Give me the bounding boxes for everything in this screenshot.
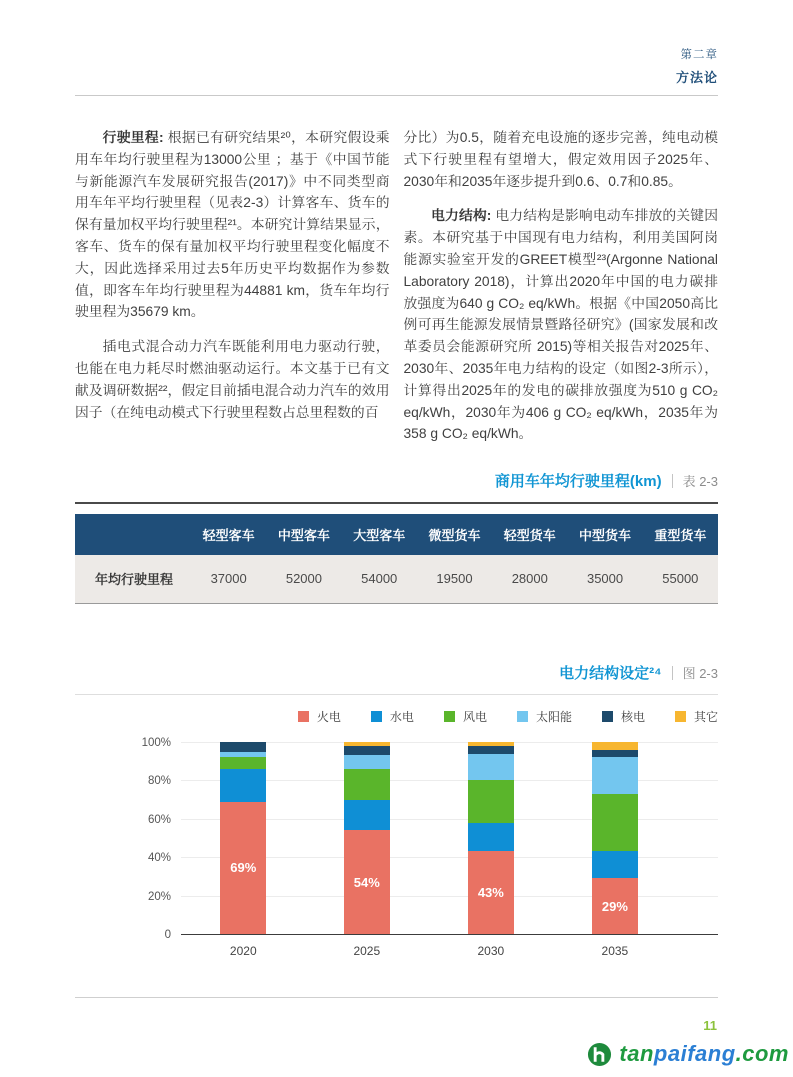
bar-segment-风电: [468, 780, 514, 822]
legend-swatch-icon: [444, 711, 455, 722]
table-cell-value: 28000: [492, 555, 567, 603]
bar-segment-其它: [592, 742, 638, 750]
bar-segment-火电: [344, 830, 390, 934]
paragraph-phev-continued: 分比）为0.5，随着充电设施的逐步完善，纯电动模式下行驶里程有望增大，假定效用因子2025年、2030年和2035年逐步提升到0.6、0.7和0.85。: [403, 130, 718, 189]
bar-segment-风电: [220, 757, 266, 769]
paragraph-lead: 行驶里程:: [102, 130, 164, 145]
bar-segment-太阳能: [592, 757, 638, 793]
figure-section: [75, 662, 718, 962]
bar-segment-水电: [468, 823, 514, 852]
table-cell-value: 37000: [191, 555, 266, 603]
legend-item-水电: [371, 708, 414, 725]
bar-value-label: 69%: [230, 860, 257, 876]
table-column-header: 大型客车: [342, 514, 417, 555]
page-header: [676, 46, 718, 86]
y-axis-tick: 40%: [147, 852, 171, 865]
table-header-row: [75, 514, 718, 555]
chapter-label: 第二章: [680, 49, 718, 61]
legend-swatch-icon: [371, 711, 382, 722]
bar-segment-火电: [592, 878, 638, 934]
bar-segment-风电: [592, 794, 638, 852]
bar-segment-太阳能: [468, 754, 514, 781]
bar-segment-核电: [468, 746, 514, 754]
table-column-header: 轻型货车: [492, 514, 567, 555]
table-cell-value: 35000: [567, 555, 642, 603]
table-cell-value: 19500: [417, 555, 492, 603]
text-column-right: [404, 127, 719, 445]
text-column-left: [75, 127, 390, 445]
paragraph-power-structure: [404, 205, 719, 445]
x-axis-label: 2030: [477, 944, 505, 958]
chart-legend: [75, 708, 718, 725]
bar-value-label: 54%: [353, 874, 380, 890]
legend-label: 太阳能: [535, 710, 572, 724]
bar-segment-太阳能: [344, 755, 390, 768]
bar-segment-核电: [220, 742, 266, 752]
legend-label: 风电: [462, 710, 487, 724]
table-column-header: 重型货车: [643, 514, 718, 555]
table-column-header: 中型客车: [266, 514, 341, 555]
header-divider: [75, 95, 718, 96]
legend-item-火电: [298, 708, 341, 725]
chart-x-axis: [181, 944, 718, 962]
bar-value-label: 43%: [477, 885, 504, 901]
title-divider: [672, 666, 673, 680]
section-label: 方法论: [675, 70, 718, 85]
stacked-bar-2025: [344, 742, 390, 934]
legend-label: 水电: [389, 710, 414, 724]
figure-tag: 图 2-3: [682, 666, 718, 681]
figure-title: 电力结构设定²⁴: [559, 665, 662, 682]
tanpaifang-logo-text: [619, 1041, 789, 1067]
tanpaifang-logo: [587, 1041, 789, 1067]
legend-swatch-icon: [602, 711, 613, 722]
legend-label: 核电: [620, 710, 645, 724]
y-axis-tick: 100%: [141, 737, 171, 749]
stacked-bar-2030: [468, 742, 514, 934]
x-axis-label: 2025: [353, 944, 381, 958]
y-axis-tick: 80%: [147, 775, 171, 788]
chart-plot-wrap: [181, 743, 718, 962]
y-axis-tick: 0: [164, 929, 171, 941]
bar-segment-火电: [468, 851, 514, 934]
legend-item-风电: [444, 708, 487, 725]
stacked-bar-2020: [220, 742, 266, 934]
x-axis-label: 2035: [601, 944, 629, 958]
mileage-table: [75, 514, 718, 604]
footer-divider: [75, 997, 718, 998]
legend-swatch-icon: [675, 711, 686, 722]
page-number: 11: [703, 1018, 717, 1033]
table-cell-value: 54000: [342, 555, 417, 603]
logo-part-tan: tan: [619, 1041, 654, 1066]
bar-segment-风电: [344, 769, 390, 800]
paragraph-text: 根据已有研究结果²⁰，本研究假设乘用车年均行驶里程为13000公里 ；基于《中国节能与新能源汽车发展研究报告(2017)》中不同类型商用车年平均行驶里程（见表2-3）计算客车、货车的保有量加权平均行驶里程²¹。本研究计算结果显示，客车、货车的保有量加权平均行驶里程变化幅度不大，因此选择采用过去5年历史平均数据作为参数值，即客车年均行驶里程为44881 km，货车年均行驶里程为35679 km。: [75, 130, 390, 320]
table-row-label: 年均行驶里程: [75, 555, 191, 603]
chart-y-axis: [75, 737, 171, 941]
y-axis-tick: 60%: [147, 813, 171, 826]
table-data-row: [75, 555, 718, 603]
legend-item-核电: [602, 708, 645, 725]
bar-segment-水电: [220, 769, 266, 802]
table-tag: 表 2-3: [682, 474, 718, 489]
paragraph-mileage: [75, 127, 390, 323]
bar-segment-水电: [344, 800, 390, 831]
stacked-bar-chart: [75, 737, 718, 962]
bar-value-label: 29%: [601, 898, 628, 914]
table-header-stub: [75, 514, 191, 555]
stacked-bar-2035: [592, 742, 638, 934]
tanpaifang-logo-icon: [587, 1042, 612, 1067]
title-divider: [672, 474, 673, 488]
logo-part-com: .com: [735, 1041, 789, 1066]
bar-segment-核电: [592, 750, 638, 758]
table-title-row: [75, 470, 718, 504]
body-text: [75, 127, 718, 445]
table-column-header: 轻型客车: [191, 514, 266, 555]
table-column-header: 微型货车: [417, 514, 492, 555]
legend-swatch-icon: [517, 711, 528, 722]
table-title: 商用车年均行驶里程(km): [494, 473, 662, 490]
bar-segment-火电: [220, 802, 266, 934]
figure-title-row: [75, 662, 718, 695]
legend-label: 其它: [693, 710, 718, 724]
legend-swatch-icon: [298, 711, 309, 722]
y-axis-tick: 20%: [147, 890, 171, 903]
logo-part-paifang: paifang: [653, 1041, 736, 1066]
table-cell-value: 55000: [643, 555, 718, 603]
legend-item-太阳能: [517, 708, 572, 725]
chart-plot-area: [181, 743, 718, 935]
bar-segment-水电: [592, 851, 638, 878]
paragraph-phev: 插电式混合动力汽车既能利用电力驱动行驶，也能在电力耗尽时燃油驱动运行。本文基于已有文献及调研数据²²，假定目前插电混合动力汽车的效用因子（在纯电动模式下行驶里程数占总里程数的百: [75, 339, 390, 420]
table-cell-value: 52000: [266, 555, 341, 603]
table-column-header: 中型货车: [567, 514, 642, 555]
legend-label: 火电: [316, 710, 341, 724]
paragraph-text: 电力结构是影响电动车排放的关键因素。本研究基于中国现有电力结构，利用美国阿岗能源实验室开发的GREET模型²³(Argonne National Laboratory 2018)，计算出2020年中国的电力碳排放强度为640 g CO₂ eq/kWh。根据《中国2050高比例可再生能源发展情景暨路径研究》(国家发展和改革委员会能源研究所 2015)等相关报告对2025年、2030年、2035年电力结构的设定（如图2-3所示），计算得出2025年的发电的碳排放强度为510 g CO₂ eq/kWh，2030年为406 g CO₂ eq/kWh，2035年为358 g CO₂ eq/kWh。: [403, 208, 718, 442]
bar-segment-核电: [344, 746, 390, 756]
x-axis-label: 2020: [229, 944, 257, 958]
paragraph-lead: 电力结构:: [431, 208, 492, 224]
table-section: [75, 470, 718, 604]
legend-item-其它: [675, 708, 718, 725]
